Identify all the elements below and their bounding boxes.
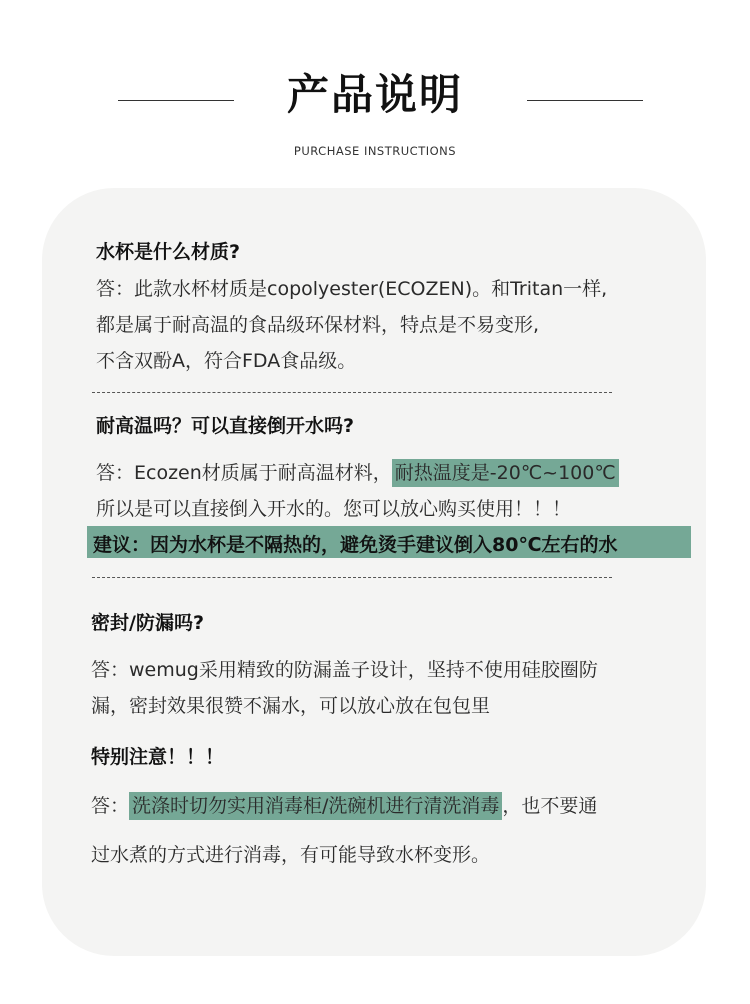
divider-1 bbox=[92, 392, 612, 393]
question-heat: 耐高温吗？可以直接倒开水吗? bbox=[96, 415, 355, 437]
answer-material-line-3: 不含双酚A，符合FDA食品级。 bbox=[96, 350, 357, 372]
answer-seal-line-2: 漏，密封效果很赞不漏水，可以放心放在包包里 bbox=[91, 695, 491, 717]
question-notice: 特别注意！！！ bbox=[91, 746, 225, 768]
page-title: 产品说明 bbox=[286, 70, 463, 119]
heat-range-highlight: 耐热温度是-20℃~100℃ bbox=[392, 459, 619, 487]
header bbox=[0, 0, 750, 180]
answer-heat-line-2: 所以是可以直接倒入开水的。您可以放心购买使用！！！ bbox=[96, 498, 572, 520]
answer-notice-prefix: 答： bbox=[91, 795, 130, 817]
answer-notice-suffix: ，也不要通 bbox=[502, 795, 598, 817]
answer-heat-plain: 答：Ecozen材质属于耐高温材料， bbox=[96, 462, 392, 484]
page-subtitle: PURCHASE INSTRUCTIONS bbox=[293, 144, 457, 158]
answer-material-line-2: 都是属于耐高温的食品级环保材料，特点是不易变形, bbox=[96, 314, 540, 336]
answer-notice-line-2: 过水煮的方式进行消毒，有可能导致水杯变形。 bbox=[91, 844, 491, 866]
title-rule-right bbox=[527, 100, 643, 101]
question-seal: 密封/防漏吗? bbox=[91, 612, 204, 634]
advice-text: 建议：因为水杯是不隔热的，避免烫手建议倒入80℃左右的水 bbox=[93, 534, 618, 556]
answer-heat-line-1 bbox=[96, 458, 619, 485]
answer-notice-line-1 bbox=[91, 791, 597, 818]
answer-seal-line-1: 答：wemug采用精致的防漏盖子设计，坚持不使用硅胶圈防 bbox=[91, 659, 598, 681]
answer-material-line-1: 答：此款水杯材质是copolyester(ECOZEN)。和Tritan一样, bbox=[96, 278, 608, 300]
advice-highlight bbox=[87, 526, 691, 558]
cleaning-warning-highlight: 洗涤时切勿实用消毒柜/洗碗机进行清洗消毒 bbox=[129, 792, 502, 820]
divider-2 bbox=[92, 577, 612, 578]
question-material: 水杯是什么材质? bbox=[96, 241, 241, 263]
